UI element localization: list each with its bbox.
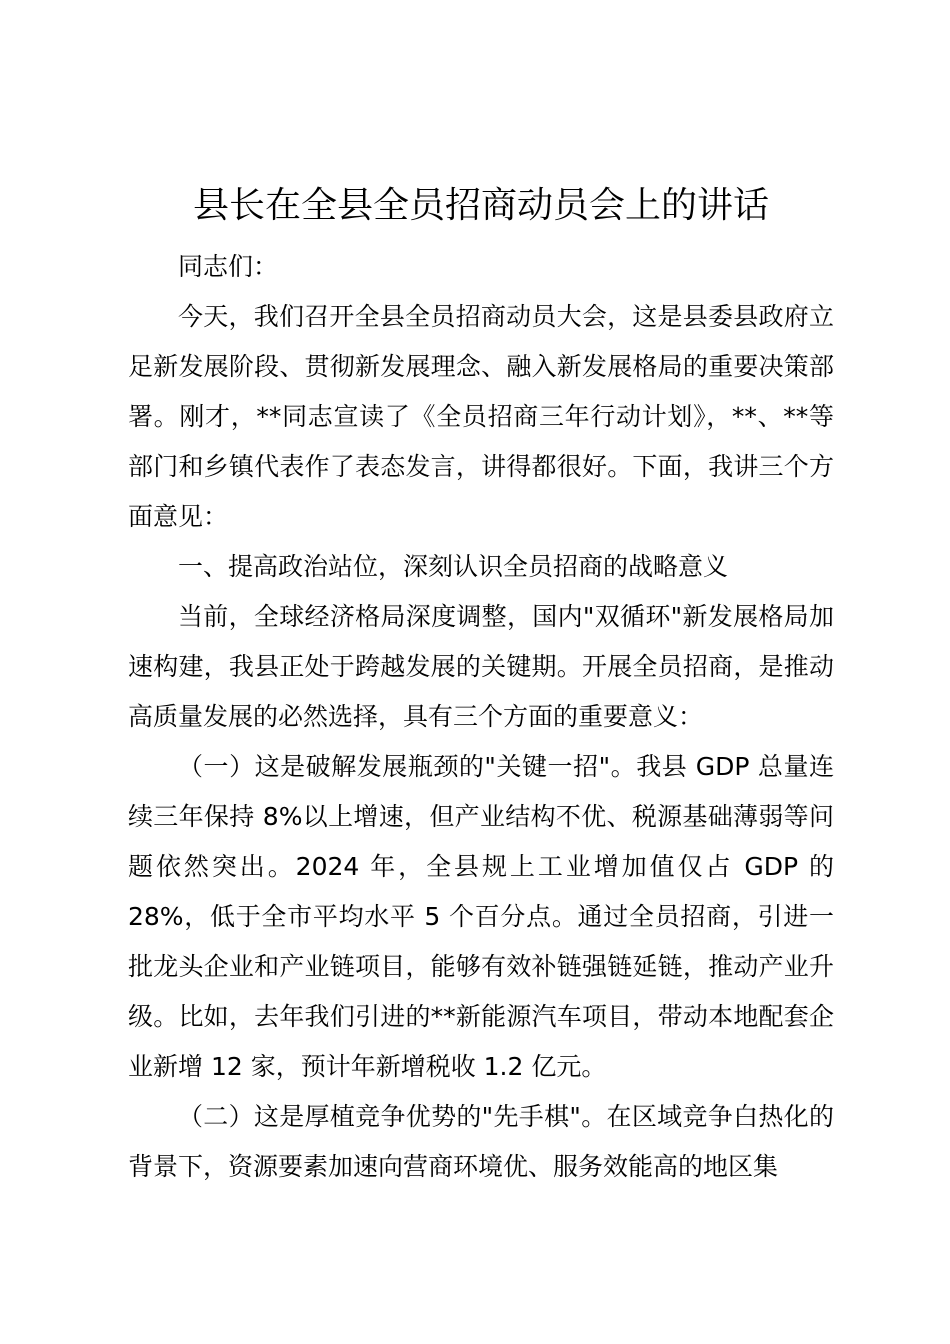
paragraph-context: 当前，全球经济格局深度调整，国内"双循环"新发展格局加速构建，我县正处于跨越发展的关键期。开展全员招商，是推动高质量发展的必然选择，具有三个方面的重要意义： — [128, 602, 834, 731]
document-title: 县长在全县全员招商动员会上的讲话 — [192, 185, 769, 226]
paragraph-point-2: （二）这是厚植竞争优势的"先手棋"。在区域竞争白热化的背景下，资源要素加速向营商环境优、服务效能高的地区集 — [128, 1102, 834, 1181]
document-page — [128, 186, 834, 1192]
paragraph-intro: 今天，我们召开全县全员招商动员大会，这是县委县政府立足新发展阶段、贯彻新发展理念、融入新发展格局的重要决策部署。刚才，**同志宣读了《全员招商三年行动计划》，**、**等部门和乡镇代表作了表态发言，讲得都很好。下面，我讲三个方面意见： — [128, 302, 834, 531]
greeting: 同志们： — [178, 252, 279, 281]
paragraph-point-1: （一）这是破解发展瓶颈的"关键一招"。我县 GDP 总量连续三年保持 8%以上增速，但产业结构不优、税源基础薄弱等问题依然突出。2024 年，全县规上工业增加值仅占 GDP 的 28%，低于全市平均水平 5 个百分点。通过全员招商，引进一批龙头企业和产业链项目，能够有效补链强链延链，推动产业升级。比如，去年我们引进的**新能源汽车项目，带动本地配套企业新增 12 家，预计年新增税收 1.2 亿元。 — [128, 752, 834, 1081]
section-heading-1: 一、提高政治站位，深刻认识全员招商的战略意义 — [178, 552, 729, 581]
